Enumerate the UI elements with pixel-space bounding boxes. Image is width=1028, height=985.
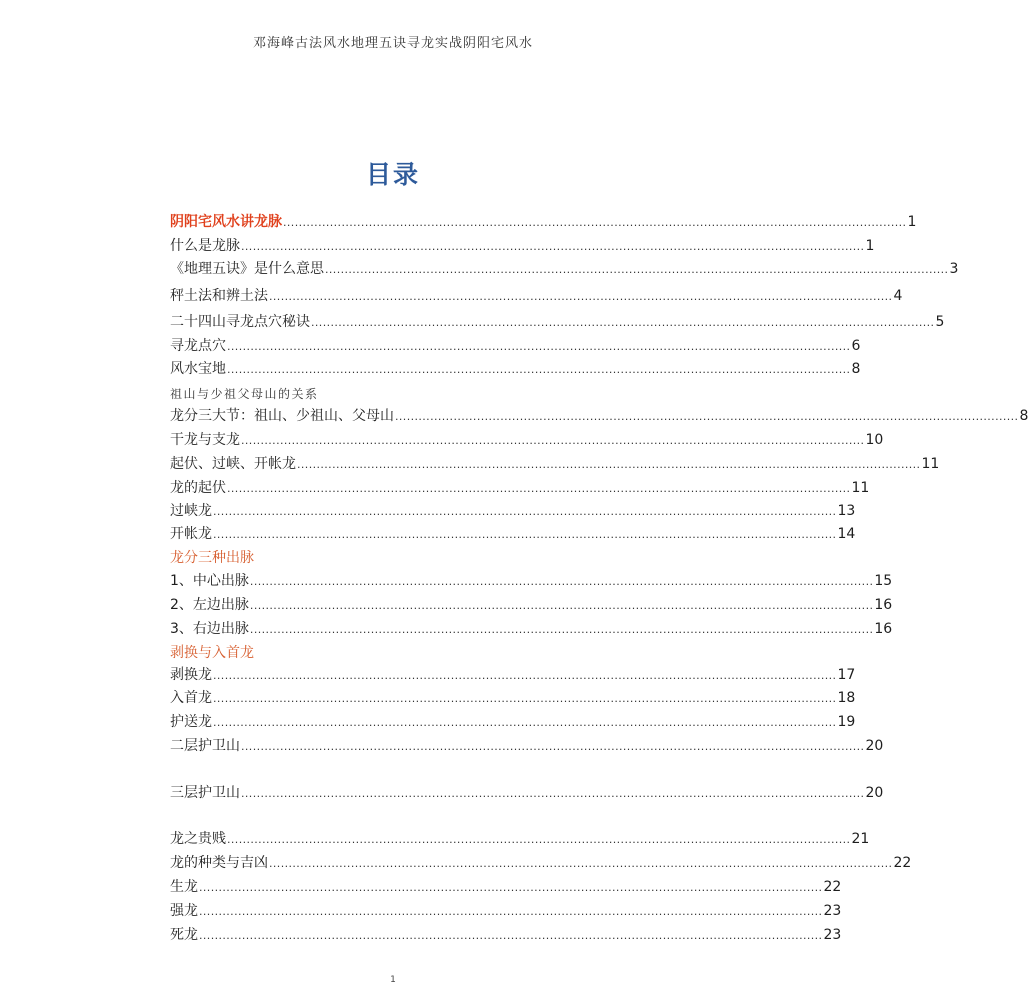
toc-entry[interactable] bbox=[170, 237, 875, 256]
document-header: 邓海峰古法风水地理五诀寻龙实战阴阳宅风水 bbox=[252, 36, 533, 51]
toc-entry-label: 龙之贵贱 bbox=[170, 831, 226, 847]
toc-entry-label: 1、中心出脉 bbox=[170, 573, 249, 589]
toc-section-heading: 龙分三种出脉 bbox=[170, 550, 254, 566]
toc-entry-label: 2、左边出脉 bbox=[170, 597, 249, 613]
leader-dots: ................................................................................................................................................................ bbox=[199, 905, 823, 918]
toc-entry-label: 剥换龙 bbox=[170, 667, 212, 683]
toc-entry-label: 干龙与支龙 bbox=[170, 432, 240, 448]
toc-entry[interactable] bbox=[170, 666, 856, 685]
leader-dots: ................................................................................................................................................................ bbox=[395, 410, 1019, 423]
toc-entry-page: 1 bbox=[865, 238, 875, 254]
toc-entry-label: 生龙 bbox=[170, 879, 198, 895]
leader-dots: ................................................................................................................................................................ bbox=[213, 505, 837, 518]
toc-entry[interactable] bbox=[170, 878, 842, 897]
page-number: 1 bbox=[390, 975, 396, 985]
toc-entry-label: 龙分三大节：祖山、少祖山、父母山 bbox=[170, 408, 394, 424]
toc-entry[interactable] bbox=[170, 713, 856, 732]
toc-entry[interactable] bbox=[170, 784, 884, 803]
leader-dots: ................................................................................................................................................................ bbox=[269, 857, 893, 870]
toc-entry-label: 过峡龙 bbox=[170, 503, 212, 519]
toc-entry[interactable] bbox=[170, 902, 842, 921]
toc-title: 目录 bbox=[365, 160, 420, 189]
toc-entry-page: 14 bbox=[837, 526, 856, 542]
toc-entry[interactable] bbox=[170, 260, 959, 279]
leader-dots: ................................................................................................................................................................ bbox=[227, 363, 851, 376]
leader-dots: ................................................................................................................................................................ bbox=[297, 458, 921, 471]
toc-entry-page: 21 bbox=[851, 831, 870, 847]
toc-entry-page: 13 bbox=[837, 503, 856, 519]
toc-entry-label: 什么是龙脉 bbox=[170, 238, 240, 254]
toc-entry[interactable] bbox=[170, 479, 870, 498]
toc-section-heading: 剥换与入首龙 bbox=[170, 645, 254, 661]
toc-entry[interactable] bbox=[170, 502, 856, 521]
toc-entry-page: 5 bbox=[935, 314, 945, 330]
toc-entry-label: 二层护卫山 bbox=[170, 738, 240, 754]
leader-dots: ................................................................................................................................................................ bbox=[227, 482, 851, 495]
toc-entry-label: 阴阳宅风水讲龙脉 bbox=[170, 214, 282, 230]
leader-dots: ................................................................................................................................................................ bbox=[227, 833, 851, 846]
toc-entry-page: 4 bbox=[893, 288, 903, 304]
toc-entry-label: 强龙 bbox=[170, 903, 198, 919]
toc-entry-page: 10 bbox=[865, 432, 884, 448]
leader-dots: ................................................................................................................................................................ bbox=[249, 623, 874, 636]
toc-section-heading: 祖山与少祖父母山的关系 bbox=[170, 387, 319, 401]
toc-entry-page: 17 bbox=[837, 667, 856, 683]
leader-dots: ................................................................................................................................................................ bbox=[241, 787, 865, 800]
toc-entry[interactable] bbox=[170, 596, 893, 615]
toc-entry-page: 22 bbox=[893, 855, 912, 871]
leader-dots: ................................................................................................................................................................ bbox=[249, 575, 874, 588]
toc-entry-page: 11 bbox=[921, 456, 940, 472]
toc-entry[interactable] bbox=[170, 689, 856, 708]
leader-dots: ................................................................................................................................................................ bbox=[199, 881, 823, 894]
toc-entry-label: 龙的起伏 bbox=[170, 480, 226, 496]
toc-entry[interactable] bbox=[170, 525, 856, 544]
toc-entry-page: 20 bbox=[865, 785, 884, 801]
leader-dots: ................................................................................................................................................................ bbox=[213, 692, 837, 705]
toc-entry-page: 22 bbox=[823, 879, 842, 895]
toc-entry[interactable] bbox=[170, 313, 945, 332]
toc-entry-label: 寻龙点穴 bbox=[170, 338, 226, 354]
toc-entry-label: 开帐龙 bbox=[170, 526, 212, 542]
leader-dots: ................................................................................................................................................................ bbox=[269, 290, 893, 303]
toc-entry-label: 《地理五诀》是什么意思 bbox=[170, 261, 324, 277]
toc-entry-page: 15 bbox=[874, 573, 893, 589]
toc-entry[interactable] bbox=[170, 213, 917, 232]
toc-entry-page: 11 bbox=[851, 480, 870, 496]
toc-entry-page: 23 bbox=[823, 927, 842, 943]
toc-entry[interactable] bbox=[170, 926, 842, 945]
leader-dots: ................................................................................................................................................................ bbox=[325, 263, 949, 276]
toc-entry-label: 起伏、过峡、开帐龙 bbox=[170, 456, 296, 472]
toc-entry-page: 6 bbox=[851, 338, 861, 354]
toc-entry-page: 23 bbox=[823, 903, 842, 919]
leader-dots: ................................................................................................................................................................ bbox=[213, 716, 837, 729]
leader-dots: ................................................................................................................................................................ bbox=[213, 528, 837, 541]
toc-entry[interactable] bbox=[170, 407, 1028, 426]
toc-entry-label: 3、右边出脉 bbox=[170, 621, 249, 637]
toc-entry-label: 秤土法和辨土法 bbox=[170, 288, 268, 304]
toc-entry[interactable] bbox=[170, 572, 893, 591]
leader-dots: ................................................................................................................................................................ bbox=[249, 599, 874, 612]
toc-entry[interactable] bbox=[170, 854, 912, 873]
toc-entry-label: 死龙 bbox=[170, 927, 198, 943]
toc-entry[interactable] bbox=[170, 620, 893, 639]
toc-entry[interactable] bbox=[170, 455, 940, 474]
leader-dots: ................................................................................................................................................................ bbox=[227, 340, 851, 353]
toc-entry-label: 三层护卫山 bbox=[170, 785, 240, 801]
toc-entry[interactable] bbox=[170, 830, 870, 849]
toc-entry-page: 8 bbox=[1019, 408, 1028, 424]
toc-entry[interactable] bbox=[170, 431, 884, 450]
toc-entry-page: 19 bbox=[837, 714, 856, 730]
toc-entry-page: 16 bbox=[874, 597, 893, 613]
leader-dots: ................................................................................................................................................................ bbox=[213, 669, 837, 682]
toc-entry-page: 18 bbox=[837, 690, 856, 706]
toc-entry-page: 20 bbox=[865, 738, 884, 754]
toc-entry[interactable] bbox=[170, 337, 861, 356]
toc-entry-page: 3 bbox=[949, 261, 959, 277]
toc-entry-label: 二十四山寻龙点穴秘诀 bbox=[170, 314, 310, 330]
leader-dots: ................................................................................................................................................................ bbox=[241, 740, 865, 753]
toc-entry-label: 护送龙 bbox=[170, 714, 212, 730]
leader-dots: ................................................................................................................................................................ bbox=[199, 929, 823, 942]
leader-dots: ................................................................................................................................................................ bbox=[241, 240, 865, 253]
toc-entry[interactable] bbox=[170, 737, 884, 756]
toc-entry[interactable] bbox=[170, 287, 903, 306]
toc-entry-label: 入首龙 bbox=[170, 690, 212, 706]
toc-entry-page: 8 bbox=[851, 361, 861, 377]
leader-dots: ................................................................................................................................................................ bbox=[283, 216, 907, 229]
toc-entry-page: 16 bbox=[874, 621, 893, 637]
toc-entry-label: 风水宝地 bbox=[170, 361, 226, 377]
leader-dots: ................................................................................................................................................................ bbox=[311, 316, 935, 329]
toc-entry-page: 1 bbox=[907, 214, 917, 230]
toc-entry-label: 龙的种类与吉凶 bbox=[170, 855, 268, 871]
leader-dots: ................................................................................................................................................................ bbox=[241, 434, 865, 447]
toc-entry[interactable] bbox=[170, 360, 861, 379]
